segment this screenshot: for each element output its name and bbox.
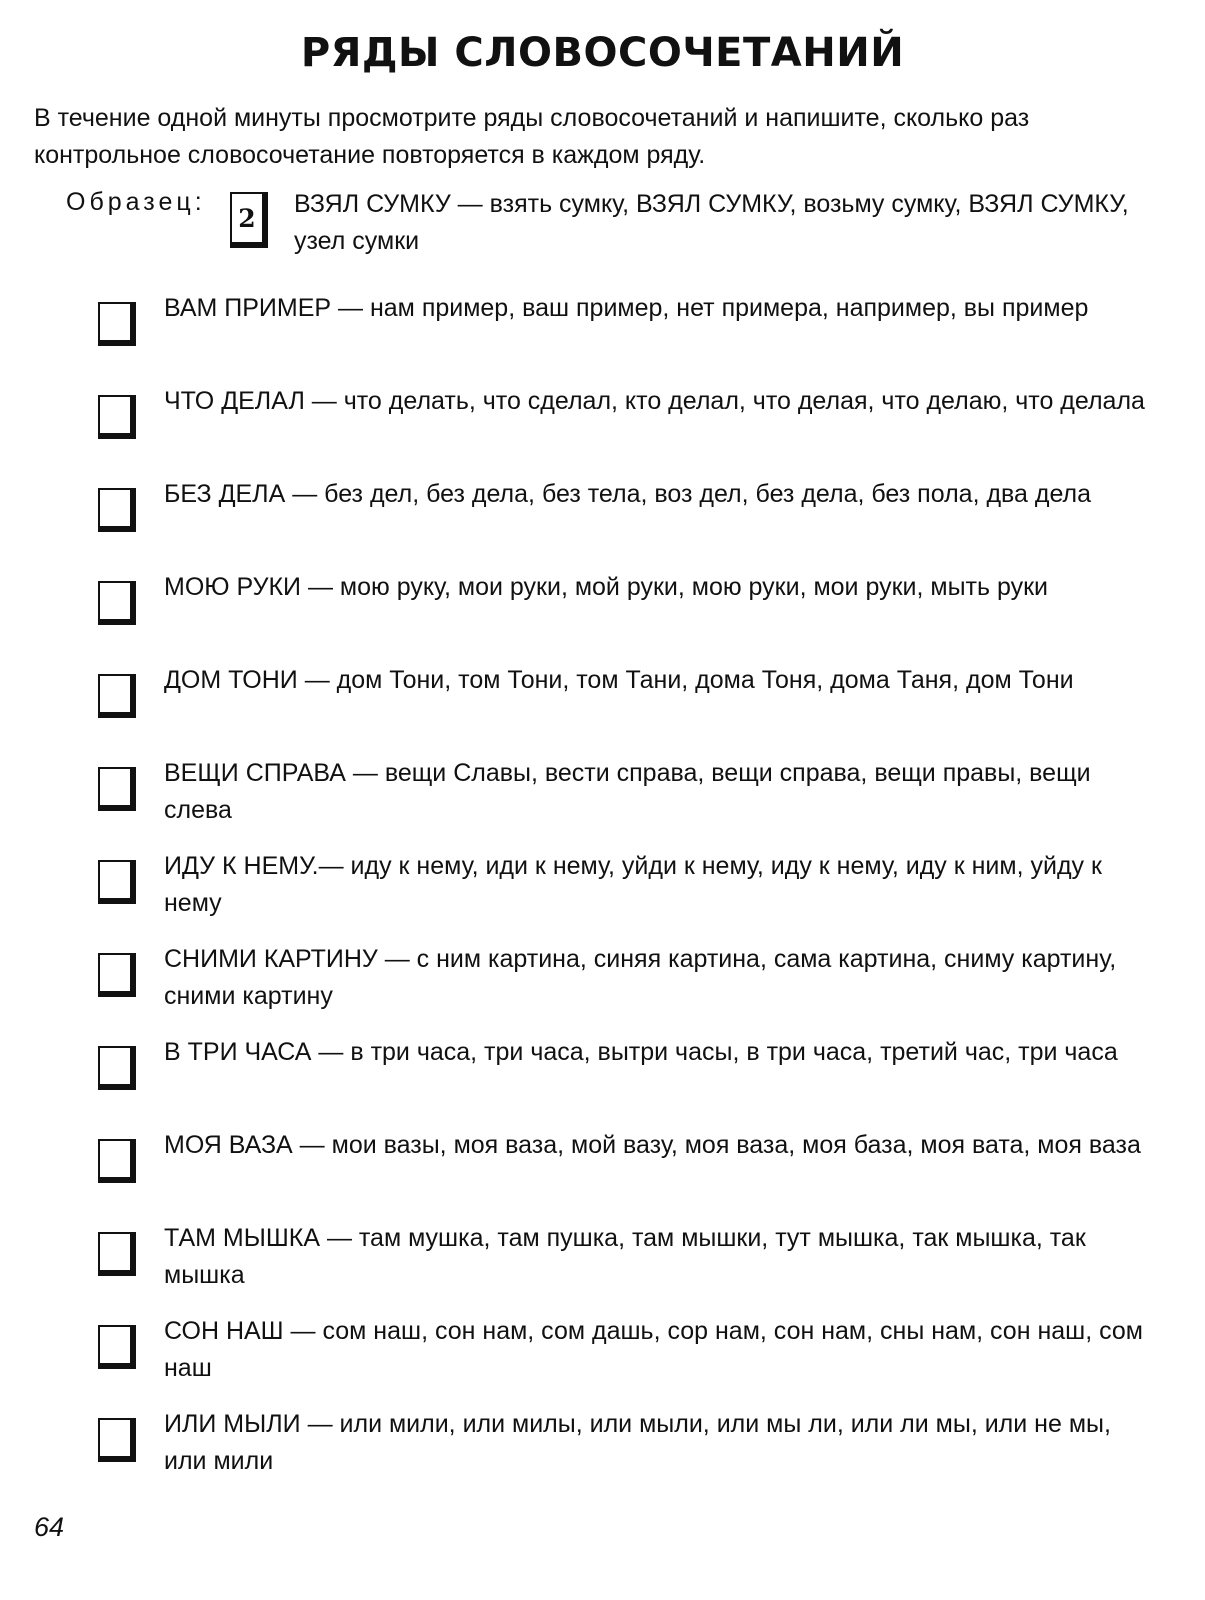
exercise-text: СОН НАШ — сом наш, сон нам, сом дашь, сор нам, сон нам, сны нам, сон наш, сом наш [164,1317,1143,1382]
answer-box[interactable] [98,953,136,997]
exercise-item-5 [98,662,1158,755]
exercise-item-8 [98,941,1158,1034]
answer-box[interactable] [98,767,136,811]
exercise-text: ТАМ МЫШКА — там мушка, там пушка, там мышки, тут мышка, так мышка, так мышка [164,1224,1086,1289]
exercise-item-1 [98,290,1158,383]
sample-label: Образец: [66,188,206,216]
sample-example [66,186,1146,266]
exercise-item-2 [98,383,1158,476]
exercise-text: В ТРИ ЧАСА — в три часа, три часа, вытри часы, в три часа, третий час, три часа [164,1038,1118,1066]
answer-box[interactable] [98,488,136,532]
sample-text: ВЗЯЛ СУМКУ — взять сумку, ВЗЯЛ СУМКУ, возьму сумку, ВЗЯЛ СУМКУ, узел сумки [294,190,1129,255]
page-title: РЯДЫ СЛОВОСОЧЕТАНИЙ [300,30,905,76]
exercise-item-9 [98,1034,1158,1127]
answer-box[interactable] [98,1232,136,1276]
answer-box[interactable] [98,581,136,625]
exercise-text: СНИМИ КАРТИНУ — с ним картина, синяя картина, сама картина, сниму картину, сними картину [164,945,1117,1010]
exercise-item-6 [98,755,1158,848]
answer-box[interactable] [98,1325,136,1369]
exercise-item-4 [98,569,1158,662]
answer-box[interactable] [98,674,136,718]
exercise-item-10 [98,1127,1158,1220]
exercise-text: МОЯ ВАЗА — мои вазы, моя ваза, мой вазу, моя ваза, моя база, моя вата, моя ваза [164,1131,1141,1159]
exercise-list [98,290,1158,1499]
exercise-text: МОЮ РУКИ — мою руку, мои руки, мой руки, мою руки, мои руки, мыть руки [164,573,1048,601]
exercise-item-11 [98,1220,1158,1313]
page-number: 64 [34,1512,65,1542]
exercise-text: ЧТО ДЕЛАЛ — что делать, что сделал, кто делал, что делая, что делаю, что делала [164,387,1145,415]
exercise-text: ВЕЩИ СПРАВА — вещи Славы, вести справа, вещи справа, вещи правы, вещи слева [164,759,1091,824]
answer-box[interactable] [98,302,136,346]
exercise-item-12 [98,1313,1158,1406]
exercise-text: ВАМ ПРИМЕР — нам пример, ваш пример, нет примера, например, вы пример [164,294,1089,322]
answer-box[interactable] [98,1046,136,1090]
exercise-text: ИДУ К НЕМУ.— иду к нему, иди к нему, уйди к нему, иду к нему, иду к ним, уйду к нему [164,852,1102,917]
exercise-item-13 [98,1406,1158,1499]
exercise-item-3 [98,476,1158,569]
instructions: В течение одной минуты просмотрите ряды словосочетаний и напишите, сколько раз контрольное словосочетание повторяется в каждом ряду. [34,104,1030,169]
answer-box[interactable] [98,1418,136,1462]
sample-answer-box: 2 [230,192,268,248]
answer-box[interactable] [98,860,136,904]
exercise-text: БЕЗ ДЕЛА — без дел, без дела, без тела, воз дел, без дела, без пола, два дела [164,480,1092,508]
answer-box[interactable] [98,395,136,439]
answer-box[interactable] [98,1139,136,1183]
exercise-text: ИЛИ МЫЛИ — или мили, или милы, или мыли, или мы ли, или ли мы, или не мы, или мили [164,1410,1111,1475]
exercise-text: ДОМ ТОНИ — дом Тони, том Тони, том Тани, дома Тоня, дома Таня, дом Тони [164,666,1074,694]
exercise-item-7 [98,848,1158,941]
